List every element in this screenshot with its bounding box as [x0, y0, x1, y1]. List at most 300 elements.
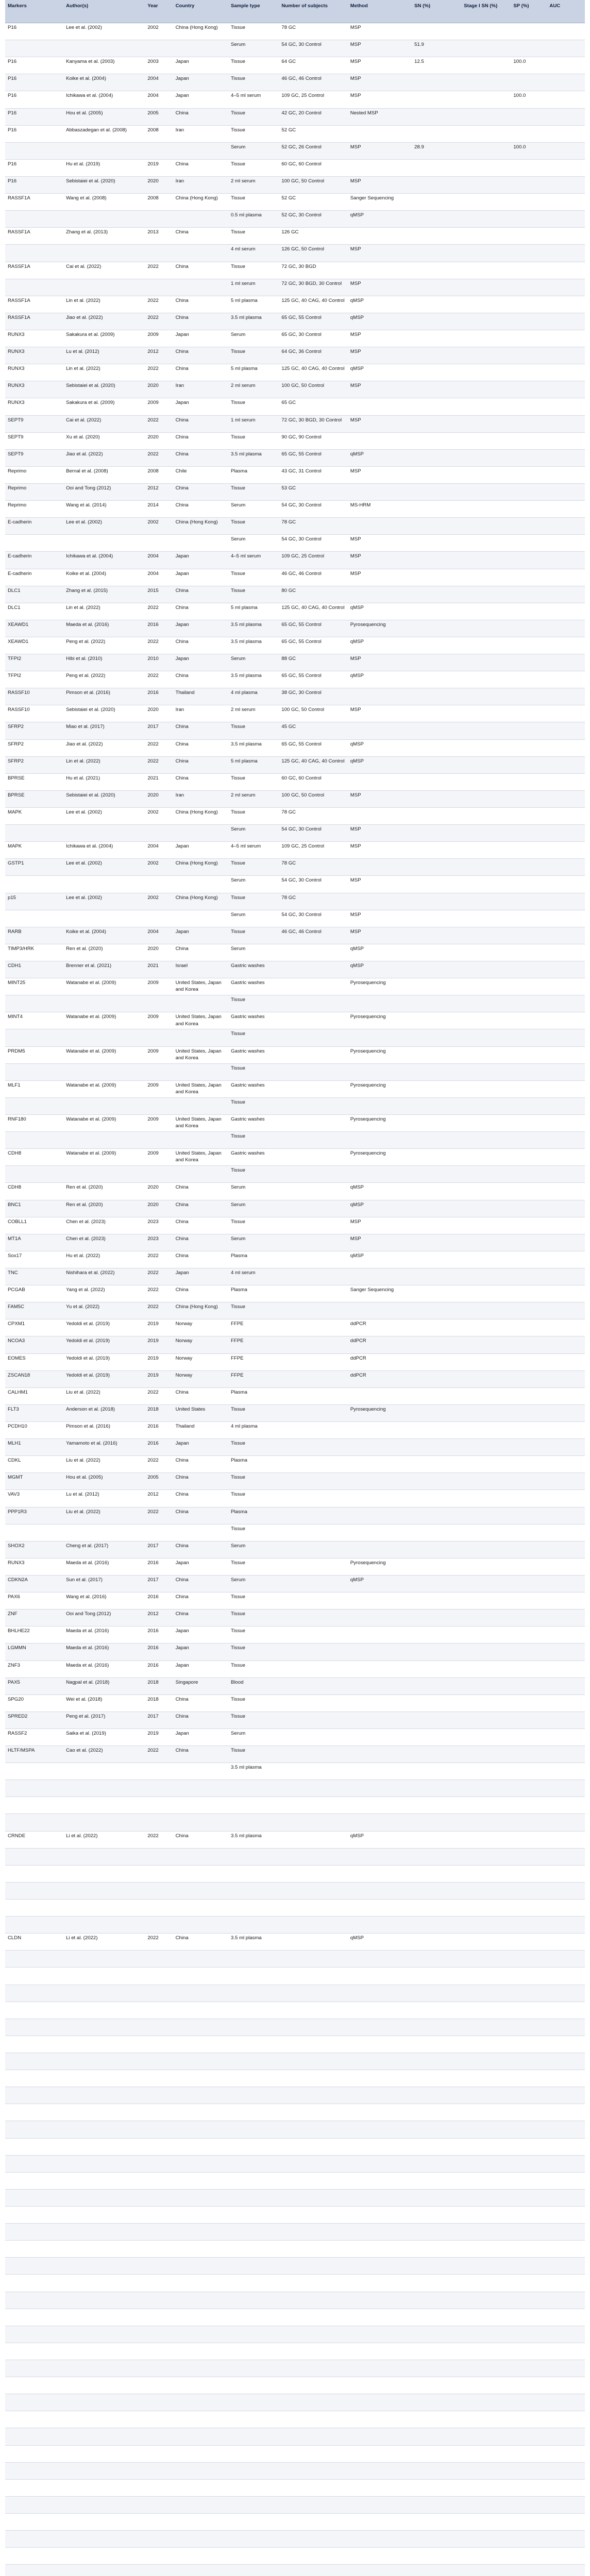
cell-method [348, 2087, 412, 2104]
table-row [5, 40, 585, 57]
table-row [5, 1387, 585, 1404]
cell-method: MSP [348, 415, 412, 432]
cell-auc [547, 1677, 585, 1694]
cell-auc [547, 1490, 585, 1507]
cell-sn [412, 1404, 461, 1421]
table-row [5, 1934, 585, 1951]
table-row [5, 466, 585, 483]
cell-sn [412, 1166, 461, 1183]
table-row [5, 228, 585, 245]
cell-authors: Jiao et al. (2022) [63, 313, 145, 330]
cell-marker: RUNX3 [5, 381, 63, 398]
cell-year: 2008 [145, 466, 173, 483]
cell-method: MSP [348, 279, 412, 296]
cell-sn [412, 1660, 461, 1677]
cell-stage-i-sn [461, 1319, 511, 1336]
cell-sn [412, 859, 461, 876]
cell-stage-i-sn [461, 2189, 511, 2206]
cell-stage-i-sn [461, 1251, 511, 1268]
cell-marker: NCOA3 [5, 1336, 63, 1353]
cell-stage-i-sn [461, 1814, 511, 1831]
cell-method [348, 859, 412, 876]
cell-authors: Hibi et al. (2010) [63, 654, 145, 671]
cell-auc [547, 1336, 585, 1353]
table-row [5, 1473, 585, 1490]
cell-method: MSP [348, 381, 412, 398]
cell-sp [511, 2428, 547, 2445]
cell-subjects [279, 1456, 347, 1473]
cell-auc [547, 620, 585, 637]
cell-country [173, 2565, 228, 2576]
cell-auc [547, 2053, 585, 2070]
cell-sample-type: 3.5 ml plasma [228, 1934, 279, 1951]
cell-auc [547, 1985, 585, 2002]
cell-country: China (Hong Kong) [173, 23, 228, 40]
cell-country [173, 40, 228, 57]
cell-stage-i-sn [461, 2445, 511, 2462]
cell-stage-i-sn [461, 1524, 511, 1541]
cell-auc [547, 142, 585, 159]
cell-sn [412, 1541, 461, 1558]
table-row [5, 1882, 585, 1899]
cell-country [173, 2513, 228, 2530]
cell-auc [547, 1234, 585, 1251]
cell-sample-type [228, 2104, 279, 2121]
cell-sn [412, 2275, 461, 2292]
table-row [5, 23, 585, 40]
cell-stage-i-sn [461, 893, 511, 910]
cell-authors [63, 2565, 145, 2576]
cell-stage-i-sn [461, 211, 511, 228]
cell-marker: HLTF/MSPA [5, 1746, 63, 1763]
cell-sn [412, 159, 461, 176]
cell-country: Norway [173, 1336, 228, 1353]
cell-sample-type [228, 2513, 279, 2530]
cell-method: MS-HRM [348, 501, 412, 518]
cell-year: 2016 [145, 1626, 173, 1643]
cell-subjects [279, 1353, 347, 1370]
table-row [5, 739, 585, 756]
cell-country: Norway [173, 1353, 228, 1370]
cell-country [173, 2087, 228, 2104]
cell-sn [412, 125, 461, 142]
cell-subjects: 65 GC, 30 Control [279, 330, 347, 347]
cell-marker: CPXM1 [5, 1319, 63, 1336]
cell-stage-i-sn [461, 142, 511, 159]
cell-country [173, 1917, 228, 1934]
cell-sample-type: 4–5 ml serum [228, 842, 279, 859]
cell-country: Japan [173, 1626, 228, 1643]
cell-marker [5, 1763, 63, 1780]
cell-sp [511, 1012, 547, 1029]
cell-method [348, 1473, 412, 1490]
cell-authors [63, 40, 145, 57]
cell-sn [412, 1797, 461, 1814]
cell-stage-i-sn [461, 1609, 511, 1626]
cell-sp [511, 2019, 547, 2036]
cell-stage-i-sn [461, 1882, 511, 1899]
cell-sn [412, 1439, 461, 1456]
cell-year: 2004 [145, 927, 173, 944]
cell-subjects: 54 GC, 30 Control [279, 535, 347, 552]
cell-method [348, 1711, 412, 1728]
cell-method: qMSP [348, 313, 412, 330]
cell-auc [547, 808, 585, 825]
cell-year: 2008 [145, 194, 173, 211]
cell-country: China (Hong Kong) [173, 518, 228, 535]
cell-method [348, 1780, 412, 1797]
cell-country: United States [173, 1404, 228, 1421]
cell-sn: 12.5 [412, 57, 461, 74]
cell-year: 2022 [145, 364, 173, 381]
cell-country: United States, Japan and Korea [173, 1080, 228, 1097]
cell-subjects [279, 2241, 347, 2258]
cell-marker: Reprimo [5, 483, 63, 500]
cell-stage-i-sn [461, 2258, 511, 2275]
cell-auc [547, 2036, 585, 2053]
cell-country [173, 1865, 228, 1882]
table-row [5, 2343, 585, 2360]
table-row [5, 1951, 585, 1968]
cell-subjects [279, 1797, 347, 1814]
cell-marker [5, 2104, 63, 2121]
cell-stage-i-sn [461, 2496, 511, 2513]
cell-marker [5, 2360, 63, 2377]
cell-sn [412, 1370, 461, 1387]
cell-sample-type: Tissue [228, 1609, 279, 1626]
cell-stage-i-sn [461, 1541, 511, 1558]
cell-sample-type: Tissue [228, 74, 279, 91]
cell-country [173, 2019, 228, 2036]
cell-subjects [279, 2002, 347, 2019]
cell-sp [511, 125, 547, 142]
cell-marker: TIMP3/HRK [5, 944, 63, 961]
cell-subjects: 54 GC, 30 Control [279, 876, 347, 893]
cell-auc [547, 2070, 585, 2087]
table-row [5, 142, 585, 159]
cell-country: Japan [173, 620, 228, 637]
cell-stage-i-sn [461, 2036, 511, 2053]
cell-marker [5, 2343, 63, 2360]
cell-method: qMSP [348, 739, 412, 756]
cell-authors: Yedoldi et al. (2019) [63, 1336, 145, 1353]
cell-country [173, 2479, 228, 2496]
cell-sn [412, 773, 461, 790]
cell-country: Japan [173, 654, 228, 671]
table-row [5, 1336, 585, 1353]
cell-stage-i-sn [461, 586, 511, 603]
cell-method [348, 2224, 412, 2241]
cell-method [348, 1097, 412, 1114]
header-specificity: SP (%) [511, 0, 547, 23]
cell-sn [412, 1251, 461, 1268]
cell-sample-type: Serum [228, 501, 279, 518]
cell-marker: RASSF1A [5, 228, 63, 245]
cell-country: China [173, 1234, 228, 1251]
cell-stage-i-sn [461, 1660, 511, 1677]
cell-country [173, 1780, 228, 1797]
cell-method [348, 1677, 412, 1694]
cell-sp [511, 1285, 547, 1302]
cell-year: 2016 [145, 688, 173, 705]
cell-sample-type: Serum [228, 1200, 279, 1217]
cell-sample-type [228, 2275, 279, 2292]
cell-sample-type: FFPE [228, 1319, 279, 1336]
cell-sample-type [228, 2207, 279, 2224]
table-row [5, 1080, 585, 1097]
cell-subjects: 80 GC [279, 586, 347, 603]
cell-sn [412, 1200, 461, 1217]
table-row [5, 1319, 585, 1336]
cell-sample-type: 3.5 ml plasma [228, 449, 279, 466]
cell-marker: BPRSE [5, 773, 63, 790]
cell-authors: Xu et al. (2020) [63, 432, 145, 449]
cell-year: 2019 [145, 1370, 173, 1387]
cell-marker [5, 2411, 63, 2428]
cell-authors [63, 1166, 145, 1183]
cell-sample-type: 2 ml serum [228, 381, 279, 398]
cell-sp [511, 1387, 547, 1404]
cell-method [348, 2070, 412, 2087]
cell-sample-type: 5 ml plasma [228, 756, 279, 773]
cell-stage-i-sn [461, 2275, 511, 2292]
cell-country: China [173, 1183, 228, 1200]
cell-sn [412, 1490, 461, 1507]
cell-country: China (Hong Kong) [173, 194, 228, 211]
cell-authors [63, 1132, 145, 1149]
cell-sp [511, 1728, 547, 1745]
cell-sn [412, 586, 461, 603]
cell-stage-i-sn [461, 1643, 511, 1660]
table-row [5, 1541, 585, 1558]
header-method: Method [348, 0, 412, 23]
cell-marker: TFPI2 [5, 654, 63, 671]
cell-marker [5, 2258, 63, 2275]
cell-marker [5, 2172, 63, 2189]
cell-year: 2018 [145, 1694, 173, 1711]
cell-sn: 51.9 [412, 40, 461, 57]
cell-method [348, 2428, 412, 2445]
cell-marker [5, 2479, 63, 2496]
cell-sample-type: Tissue [228, 518, 279, 535]
cell-method [348, 2411, 412, 2428]
cell-authors: Wang et al. (2008) [63, 194, 145, 211]
cell-sample-type: Serum [228, 944, 279, 961]
cell-sn [412, 1763, 461, 1780]
cell-year: 2016 [145, 1439, 173, 1456]
cell-sample-type: Tissue [228, 569, 279, 586]
cell-auc [547, 688, 585, 705]
cell-sample-type [228, 2411, 279, 2428]
cell-stage-i-sn [461, 842, 511, 859]
cell-method [348, 1763, 412, 1780]
cell-sn [412, 1012, 461, 1029]
cell-method: Sanger Sequencing [348, 1285, 412, 1302]
cell-authors: Yu et al. (2022) [63, 1302, 145, 1319]
cell-method [348, 1063, 412, 1080]
cell-auc [547, 1132, 585, 1149]
cell-marker [5, 2292, 63, 2309]
cell-method: Pyrosequencing [348, 1115, 412, 1132]
cell-country: China [173, 1456, 228, 1473]
cell-stage-i-sn [461, 2138, 511, 2155]
cell-stage-i-sn [461, 1456, 511, 1473]
cell-sn [412, 1968, 461, 1985]
cell-marker [5, 1865, 63, 1882]
cell-sp [511, 176, 547, 193]
cell-country: Japan [173, 330, 228, 347]
cell-marker [5, 1848, 63, 1865]
table-row [5, 552, 585, 569]
cell-country [173, 2241, 228, 2258]
cell-country: China [173, 1285, 228, 1302]
cell-sn [412, 927, 461, 944]
cell-subjects [279, 1439, 347, 1456]
cell-auc [547, 1643, 585, 1660]
table-row [5, 876, 585, 893]
cell-authors: Ren et al. (2020) [63, 944, 145, 961]
cell-subjects [279, 1541, 347, 1558]
cell-year: 2003 [145, 57, 173, 74]
cell-method: qMSP [348, 449, 412, 466]
methylation-markers-table [5, 0, 585, 2576]
cell-auc [547, 1763, 585, 1780]
cell-sp [511, 1711, 547, 1728]
cell-auc [547, 2292, 585, 2309]
cell-sn [412, 432, 461, 449]
cell-subjects [279, 2531, 347, 2548]
cell-subjects: 65 GC, 55 Control [279, 637, 347, 654]
cell-subjects [279, 2275, 347, 2292]
cell-year [145, 2019, 173, 2036]
cell-subjects [279, 1592, 347, 1609]
cell-country [173, 1900, 228, 1917]
cell-sn [412, 262, 461, 279]
cell-authors: Pimson et al. (2016) [63, 1421, 145, 1438]
cell-country: China [173, 1541, 228, 1558]
cell-year [145, 1900, 173, 1917]
cell-sp [511, 1149, 547, 1166]
cell-sn [412, 1421, 461, 1438]
cell-year: 2022 [145, 415, 173, 432]
cell-authors [63, 2036, 145, 2053]
cell-sp [511, 2513, 547, 2530]
cell-sn [412, 1626, 461, 1643]
cell-stage-i-sn [461, 501, 511, 518]
cell-sp [511, 995, 547, 1012]
table-row [5, 483, 585, 500]
cell-sample-type: Tissue [228, 1660, 279, 1677]
cell-authors: Sebistaiei et al. (2020) [63, 381, 145, 398]
cell-subjects [279, 2189, 347, 2206]
table-row [5, 1643, 585, 1660]
cell-sample-type [228, 2189, 279, 2206]
cell-year: 2020 [145, 432, 173, 449]
cell-auc [547, 2548, 585, 2565]
cell-marker: RUNX3 [5, 330, 63, 347]
cell-marker: PRDM5 [5, 1046, 63, 1063]
cell-country: Japan [173, 1643, 228, 1660]
cell-marker [5, 1063, 63, 1080]
cell-stage-i-sn [461, 1115, 511, 1132]
cell-authors: Hu et al. (2022) [63, 1251, 145, 1268]
cell-sn: 28.9 [412, 142, 461, 159]
cell-stage-i-sn [461, 1387, 511, 1404]
cell-sp [511, 1302, 547, 1319]
table-row [5, 2207, 585, 2224]
cell-country [173, 1882, 228, 1899]
cell-method: qMSP [348, 1183, 412, 1200]
cell-marker [5, 2275, 63, 2292]
cell-sn [412, 381, 461, 398]
cell-country: Japan [173, 1728, 228, 1745]
cell-sn [412, 1524, 461, 1541]
cell-method: MSP [348, 347, 412, 364]
cell-sp [511, 2479, 547, 2496]
cell-country: Iran [173, 705, 228, 722]
cell-sp [511, 978, 547, 995]
cell-sample-type: Tissue [228, 1404, 279, 1421]
cell-year: 2023 [145, 1234, 173, 1251]
cell-stage-i-sn [461, 756, 511, 773]
cell-marker [5, 2241, 63, 2258]
table-row [5, 2121, 585, 2138]
cell-authors: Hu et al. (2019) [63, 159, 145, 176]
cell-year [145, 2513, 173, 2530]
cell-sn [412, 2019, 461, 2036]
cell-sn [412, 518, 461, 535]
cell-subjects: 46 GC, 46 Control [279, 927, 347, 944]
cell-country [173, 2377, 228, 2394]
cell-sample-type: Tissue [228, 1097, 279, 1114]
cell-sp [511, 2207, 547, 2224]
cell-sn [412, 808, 461, 825]
cell-sp [511, 449, 547, 466]
table-row [5, 893, 585, 910]
cell-auc [547, 671, 585, 688]
cell-marker: SPRED2 [5, 1711, 63, 1728]
cell-sn [412, 1353, 461, 1370]
table-row [5, 1029, 585, 1046]
cell-sp [511, 1677, 547, 1694]
cell-sample-type: Tissue [228, 228, 279, 245]
cell-auc [547, 91, 585, 108]
cell-auc [547, 2207, 585, 2224]
cell-marker [5, 2224, 63, 2241]
cell-auc [547, 1660, 585, 1677]
cell-stage-i-sn [461, 91, 511, 108]
cell-sample-type: Serum [228, 1183, 279, 1200]
cell-country: China [173, 1387, 228, 1404]
cell-auc [547, 2479, 585, 2496]
cell-auc [547, 194, 585, 211]
cell-sample-type: 4 ml plasma [228, 1421, 279, 1438]
cell-stage-i-sn [461, 40, 511, 57]
cell-year: 2009 [145, 1115, 173, 1132]
cell-year [145, 2138, 173, 2155]
cell-country: Japan [173, 552, 228, 569]
cell-auc [547, 518, 585, 535]
cell-method: qMSP [348, 1831, 412, 1848]
cell-stage-i-sn [461, 1473, 511, 1490]
table-row [5, 1507, 585, 1524]
cell-sp [511, 108, 547, 125]
cell-subjects: 65 GC, 55 Control [279, 671, 347, 688]
cell-year [145, 910, 173, 927]
cell-sn [412, 2155, 461, 2172]
cell-auc [547, 944, 585, 961]
cell-sp [511, 620, 547, 637]
